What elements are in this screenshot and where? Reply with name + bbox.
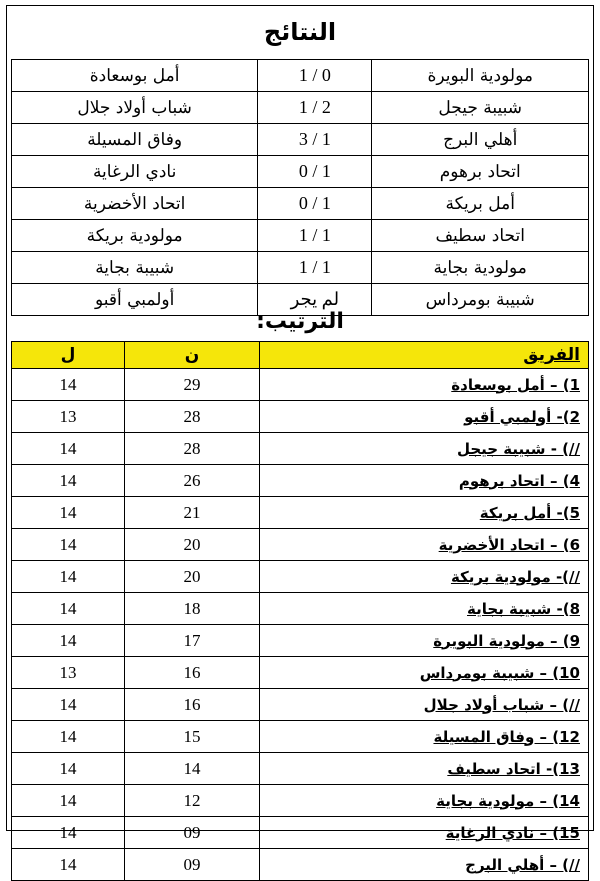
games-played: 14 [12, 849, 125, 881]
team-name: 15) – نادي الرغاية [260, 817, 589, 849]
standings-title: الترتيب: [256, 308, 344, 334]
away-team: مولودية بريكة [12, 220, 258, 252]
standings-row [12, 401, 589, 433]
games-played: 14 [12, 369, 125, 401]
team-points: 20 [124, 561, 259, 593]
team-points: 17 [124, 625, 259, 657]
standings-row [12, 593, 589, 625]
points-column-header: ن [124, 342, 259, 369]
away-team: أولمبي أقبو [12, 284, 258, 316]
team-column-header: الفريق [260, 342, 589, 369]
standings-row [12, 433, 589, 465]
away-team: اتحاد الأخضرية [12, 188, 258, 220]
away-team: نادي الرغاية [12, 156, 258, 188]
standings-table [11, 341, 589, 881]
standings-row [12, 529, 589, 561]
team-points: 29 [124, 369, 259, 401]
games-played: 14 [12, 817, 125, 849]
team-points: 14 [124, 753, 259, 785]
standings-row [12, 561, 589, 593]
result-row [12, 252, 589, 284]
team-name: //) - شبيبة جيجل [260, 433, 589, 465]
team-points: 20 [124, 529, 259, 561]
games-played: 14 [12, 593, 125, 625]
team-name: 5)- أمل بريكة [260, 497, 589, 529]
standings-row [12, 369, 589, 401]
home-team: شبيبة بومرداس [372, 284, 589, 316]
home-team: شبيبة جيجل [372, 92, 589, 124]
home-team: اتحاد برهوم [372, 156, 589, 188]
games-played: 14 [12, 497, 125, 529]
standings-row [12, 465, 589, 497]
result-row [12, 92, 589, 124]
standings-row [12, 689, 589, 721]
team-name: 13)- اتحاد سطيف [260, 753, 589, 785]
team-points: 16 [124, 657, 259, 689]
games-played: 14 [12, 689, 125, 721]
games-played: 14 [12, 561, 125, 593]
standings-row [12, 753, 589, 785]
team-name: 10) – شبيبة بومرداس [260, 657, 589, 689]
team-name: 2)- أولمبي أقبو [260, 401, 589, 433]
team-name: 1) – أمل بوسعادة [260, 369, 589, 401]
team-name: 9) – مولودية البويرة [260, 625, 589, 657]
team-points: 09 [124, 817, 259, 849]
standings-row [12, 785, 589, 817]
games-played: 14 [12, 625, 125, 657]
team-points: 28 [124, 433, 259, 465]
team-points: 18 [124, 593, 259, 625]
games-played: 14 [12, 785, 125, 817]
standings-row [12, 497, 589, 529]
team-name: //) – أهلي البرج [260, 849, 589, 881]
match-score: 0 / 1 [258, 156, 372, 188]
team-name: 4) – اتحاد برهوم [260, 465, 589, 497]
result-row [12, 188, 589, 220]
games-played: 14 [12, 465, 125, 497]
standings-header [6, 303, 594, 339]
games-played: 13 [12, 657, 125, 689]
match-score: 1 / 1 [258, 252, 372, 284]
results-title: النتائج [263, 18, 337, 46]
team-points: 16 [124, 689, 259, 721]
team-name: 6) – اتحاد الأخضرية [260, 529, 589, 561]
away-team: شبيبة بجاية [12, 252, 258, 284]
result-row [12, 220, 589, 252]
standings-row [12, 849, 589, 881]
team-points: 21 [124, 497, 259, 529]
standings-row [12, 657, 589, 689]
result-row [12, 124, 589, 156]
match-score: 1 / 1 [258, 220, 372, 252]
team-points: 28 [124, 401, 259, 433]
result-row [12, 156, 589, 188]
standings-header-row [12, 342, 589, 369]
match-score: 3 / 1 [258, 124, 372, 156]
result-row [12, 60, 589, 92]
games-played: 14 [12, 721, 125, 753]
games-played: 14 [12, 753, 125, 785]
standings-row [12, 721, 589, 753]
home-team: اتحاد سطيف [372, 220, 589, 252]
away-team: وفاق المسيلة [12, 124, 258, 156]
team-name: //) – شباب أولاد جلال [260, 689, 589, 721]
team-points: 15 [124, 721, 259, 753]
team-points: 12 [124, 785, 259, 817]
away-team: شباب أولاد جلال [12, 92, 258, 124]
played-column-header: ل [12, 342, 125, 369]
team-name: 8)- شبيبة بجاية [260, 593, 589, 625]
team-name: 14) – مولودية بجاية [260, 785, 589, 817]
games-played: 14 [12, 433, 125, 465]
away-team: أمل بوسعادة [12, 60, 258, 92]
home-team: أهلي البرج [372, 124, 589, 156]
match-score: 1 / 0 [258, 60, 372, 92]
games-played: 13 [12, 401, 125, 433]
results-table [11, 59, 589, 316]
team-name: 12) – وفاق المسيلة [260, 721, 589, 753]
team-points: 26 [124, 465, 259, 497]
match-score: لم يجر [258, 284, 372, 316]
standings-row [12, 817, 589, 849]
home-team: أمل بريكة [372, 188, 589, 220]
home-team: مولودية البويرة [372, 60, 589, 92]
team-points: 09 [124, 849, 259, 881]
standings-row [12, 625, 589, 657]
match-score: 0 / 1 [258, 188, 372, 220]
games-played: 14 [12, 529, 125, 561]
team-name: //)- مولودية بريكة [260, 561, 589, 593]
results-header [6, 5, 594, 59]
home-team: مولودية بجاية [372, 252, 589, 284]
match-score: 1 / 2 [258, 92, 372, 124]
